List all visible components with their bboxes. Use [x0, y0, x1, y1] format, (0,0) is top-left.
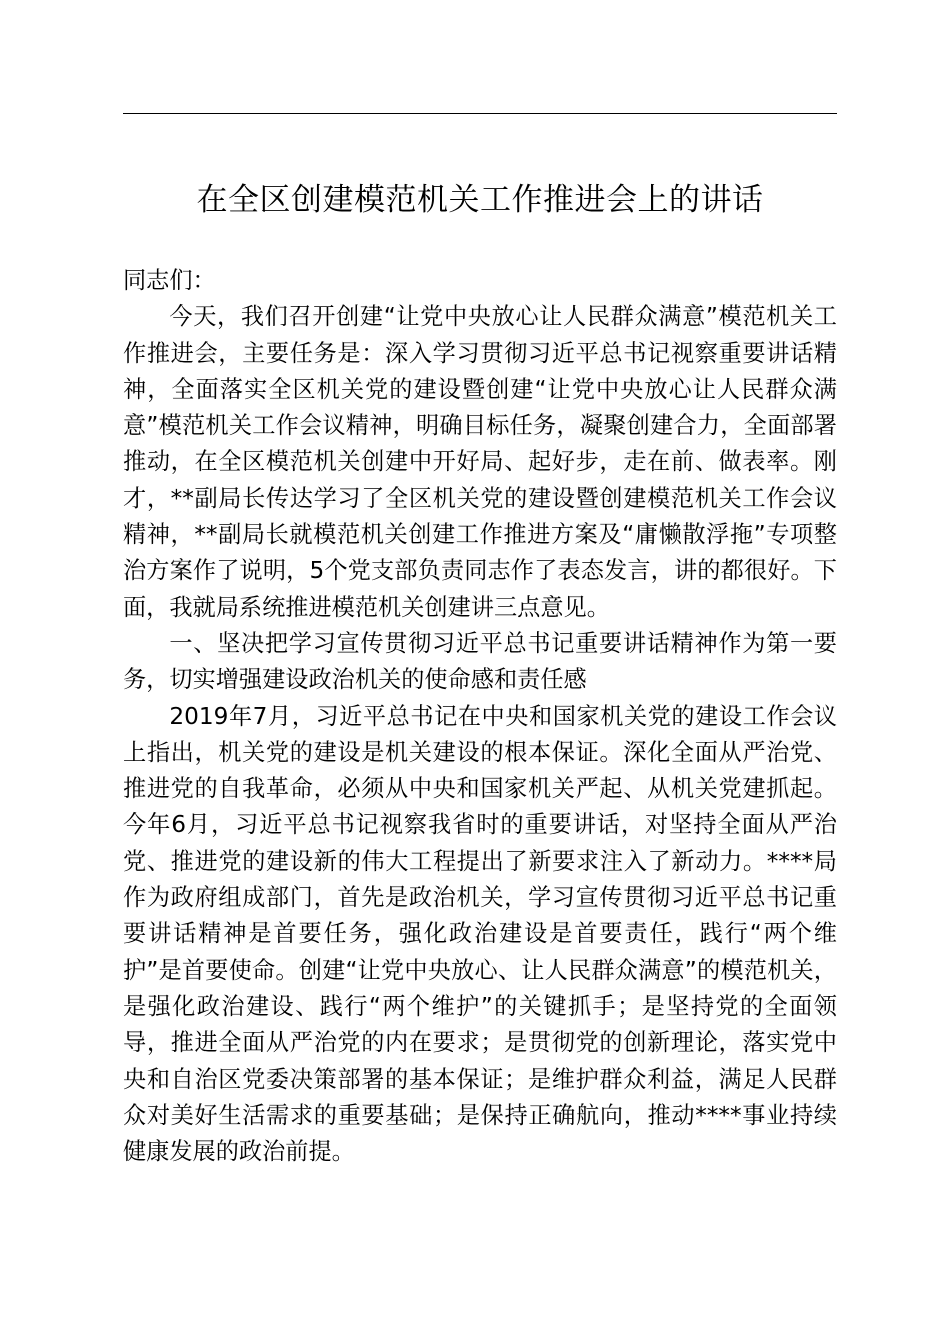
- header-rule: [123, 113, 837, 114]
- document-body: [123, 263, 837, 1170]
- document-title: 在全区创建模范机关工作推进会上的讲话: [196, 182, 764, 218]
- section-heading-1: 一、坚决把学习宣传贯彻习近平总书记重要讲话精神作为第一要务，切实增强建设政治机关的使命感和责任感: [123, 629, 837, 694]
- paragraph-section-1: 2019年7月，习近平总书记在中央和国家机关党的建设工作会议上指出，机关党的建设是机关建设的根本保证。深化全面从严治党、推进党的自我革命，必须从中央和国家机关严起、从机关党建抓起。今年6月，习近平总书记视察我省时的重要讲话，对坚持全面从严治党、推进党的建设新的伟大工程提出了新要求注入了新动力。****局作为政府组成部门，首先是政治机关，学习宣传贯彻习近平总书记重要讲话精神是首要任务，强化政治建设是首要责任，践行“两个维护”是首要使命。创建“让党中央放心、让人民群众满意”的模范机关，是强化政治建设、践行“两个维护”的关键抓手；是坚持党的全面领导，推进全面从严治党的内在要求；是贯彻党的创新理论，落实党中央和自治区党委决策部署的基本保证；是维护群众利益，满足人民群众对美好生活需求的重要基础；是保持正确航向，推动****事业持续健康发展的政治前提。: [123, 702, 837, 1166]
- paragraph-intro: 今天，我们召开创建“让党中央放心让人民群众满意”模范机关工作推进会，主要任务是：深入学习贯彻习近平总书记视察重要讲话精神，全面落实全区机关党的建设暨创建“让党中央放心让人民群众满意”模范机关工作会议精神，明确目标任务，凝聚创建合力，全面部署推动，在全区模范机关创建中开好局、起好步，走在前、做表率。刚才，**副局长传达学习了全区机关党的建设暨创建模范机关工作会议精神，**副局长就模范机关创建工作推进方案及“庸懒散浮拖”专项整治方案作了说明，5个党支部负责同志作了表态发言，讲的都很好。下面，我就局系统推进模范机关创建讲三点意见。: [123, 303, 837, 621]
- salutation: 同志们：: [123, 267, 216, 294]
